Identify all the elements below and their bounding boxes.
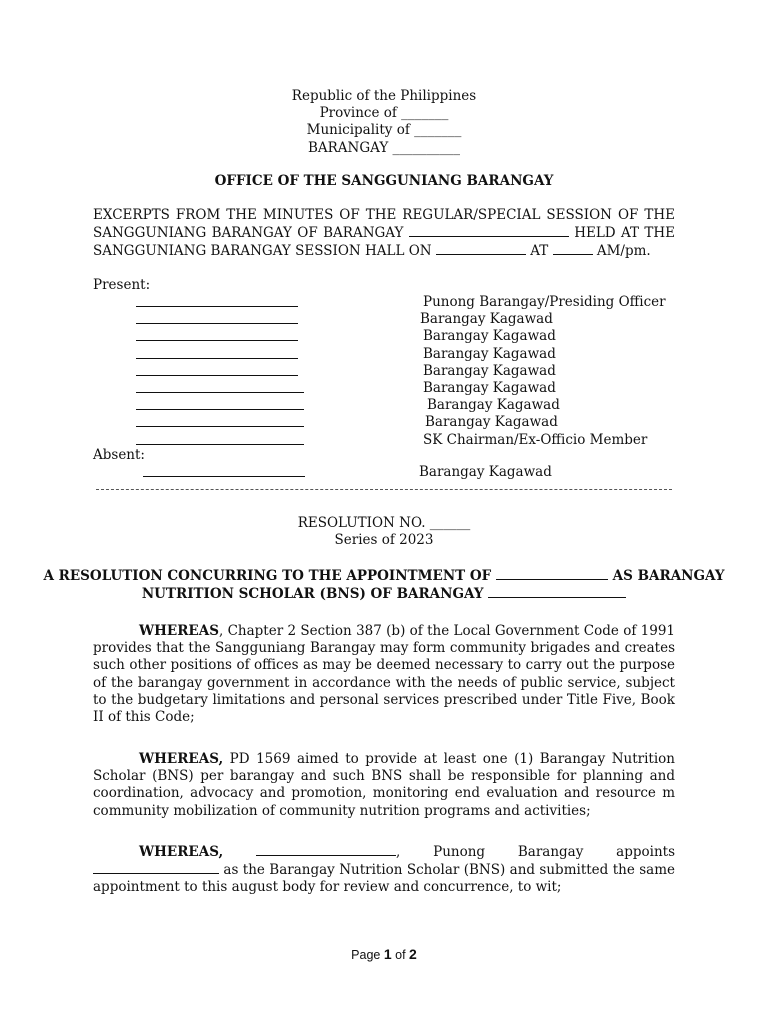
whereas-paragraph-2 xyxy=(93,751,675,820)
of-word: of xyxy=(395,948,406,962)
whereas-label: WHEREAS xyxy=(139,623,219,639)
signature-line xyxy=(136,340,298,341)
roster-role: Barangay Kagawad xyxy=(423,328,556,345)
whereas-text: PD 1569 aimed to provide at least one (1) Barangay Nutrition Scholar (BNS) per barangay and such BNS shall be responsible for planning and coordination, advocacy and promotion, monitoring end evaluation and resource m community mobilization of community nutrition programs and activities; xyxy=(93,751,675,819)
barangay-blank xyxy=(409,224,569,237)
roster-role: Barangay Kagawad xyxy=(423,345,556,362)
roster-row xyxy=(0,414,768,431)
resolution-title xyxy=(0,567,768,603)
signature-line xyxy=(136,306,298,307)
resolution-heading xyxy=(0,515,768,549)
roster-role: Punong Barangay/Presiding Officer xyxy=(423,294,666,310)
present-roster xyxy=(0,294,768,449)
roster-role: Barangay Kagawad xyxy=(420,311,553,328)
roster-role: Barangay Kagawad xyxy=(423,362,556,379)
roster-row xyxy=(0,294,768,311)
page-word: Page xyxy=(351,948,381,962)
title-text-2: AS BARANGAY NUTRITION SCHOLAR (BNS) OF BARANGAY xyxy=(141,568,725,603)
header-province: Province of _______ xyxy=(319,105,449,122)
signature-line xyxy=(136,323,298,324)
appointee-name-blank xyxy=(93,861,219,874)
roster-role: SK Chairman/Ex-Officio Member xyxy=(423,431,648,448)
signature-line xyxy=(136,358,298,359)
page-footer xyxy=(0,946,768,964)
signature-line xyxy=(136,444,304,445)
header-barangay: BARANGAY __________ xyxy=(307,139,461,156)
roster-row xyxy=(0,363,768,380)
excerpt-text-3: AT xyxy=(530,243,549,260)
whereas-text: , Chapter 2 Section 387 (b) of the Local Government Code of 1991 provides that the Sangguniang Barangay may form community brigades and creates such other positions of offices as may be deemed necessary to carry out the purpose of the barangay government in accordance with the needs of public service, subject to the budgetary limitations and personal services prescribed under Title Five, Book II of this Code; xyxy=(93,623,675,726)
signature-line xyxy=(136,426,304,427)
current-page: 1 xyxy=(383,946,392,962)
whereas-text: , Punong Barangay appoints xyxy=(396,844,675,860)
signature-line xyxy=(136,375,298,376)
signature-line xyxy=(136,409,304,410)
excerpt-text-1: EXCERPTS FROM THE MINUTES OF THE REGULAR/SPECIAL SESSION OF THE SANGGUNIANG BARANGAY OF BARANGAY xyxy=(93,207,675,242)
barangay-name-blank xyxy=(488,585,626,598)
resolution-series: Series of 2023 xyxy=(334,532,434,549)
excerpt-paragraph xyxy=(93,207,675,261)
signature-line xyxy=(143,476,305,477)
date-blank xyxy=(436,242,526,255)
title-text-1: A RESOLUTION CONCURRING TO THE APPOINTMENT OF xyxy=(43,568,492,584)
absent-label: Absent: xyxy=(93,447,145,463)
roster-role: Barangay Kagawad xyxy=(425,414,558,431)
whereas-text: as the Barangay Nutrition Scholar (BNS) and submitted the same appointment to this august body for review and concurrence, to wit; xyxy=(93,862,675,896)
present-label: Present: xyxy=(93,277,151,293)
roster-row xyxy=(0,346,768,363)
document-header xyxy=(0,88,768,157)
absent-row xyxy=(0,464,768,481)
excerpt-text-2: HELD AT THE SANGGUNIANG BARANGAY SESSION HALL ON xyxy=(93,225,676,260)
appointee-blank xyxy=(496,567,608,580)
whereas-paragraph-3 xyxy=(93,843,675,897)
roster-row xyxy=(0,380,768,397)
section-divider xyxy=(96,489,672,490)
signature-line xyxy=(136,392,304,393)
roster-role: Barangay Kagawad xyxy=(423,379,556,396)
time-blank xyxy=(553,242,593,255)
resolution-number: RESOLUTION NO. ______ xyxy=(297,515,471,531)
excerpt-text-4: AM/pm. xyxy=(596,243,651,260)
punong-barangay-blank xyxy=(256,843,396,856)
roster-row xyxy=(0,311,768,328)
absent-role: Barangay Kagawad xyxy=(419,464,552,480)
roster-row xyxy=(0,328,768,345)
header-republic: Republic of the Philippines xyxy=(291,88,477,104)
office-title: OFFICE OF THE SANGGUNIANG BARANGAY xyxy=(214,173,554,189)
total-pages: 2 xyxy=(409,946,417,962)
header-municipality: Municipality of _______ xyxy=(306,122,462,139)
roster-row xyxy=(0,397,768,414)
roster-role: Barangay Kagawad xyxy=(427,397,560,414)
whereas-label: WHEREAS, xyxy=(139,751,224,767)
whereas-paragraph-1 xyxy=(93,623,675,726)
whereas-label: WHEREAS, xyxy=(139,844,224,860)
